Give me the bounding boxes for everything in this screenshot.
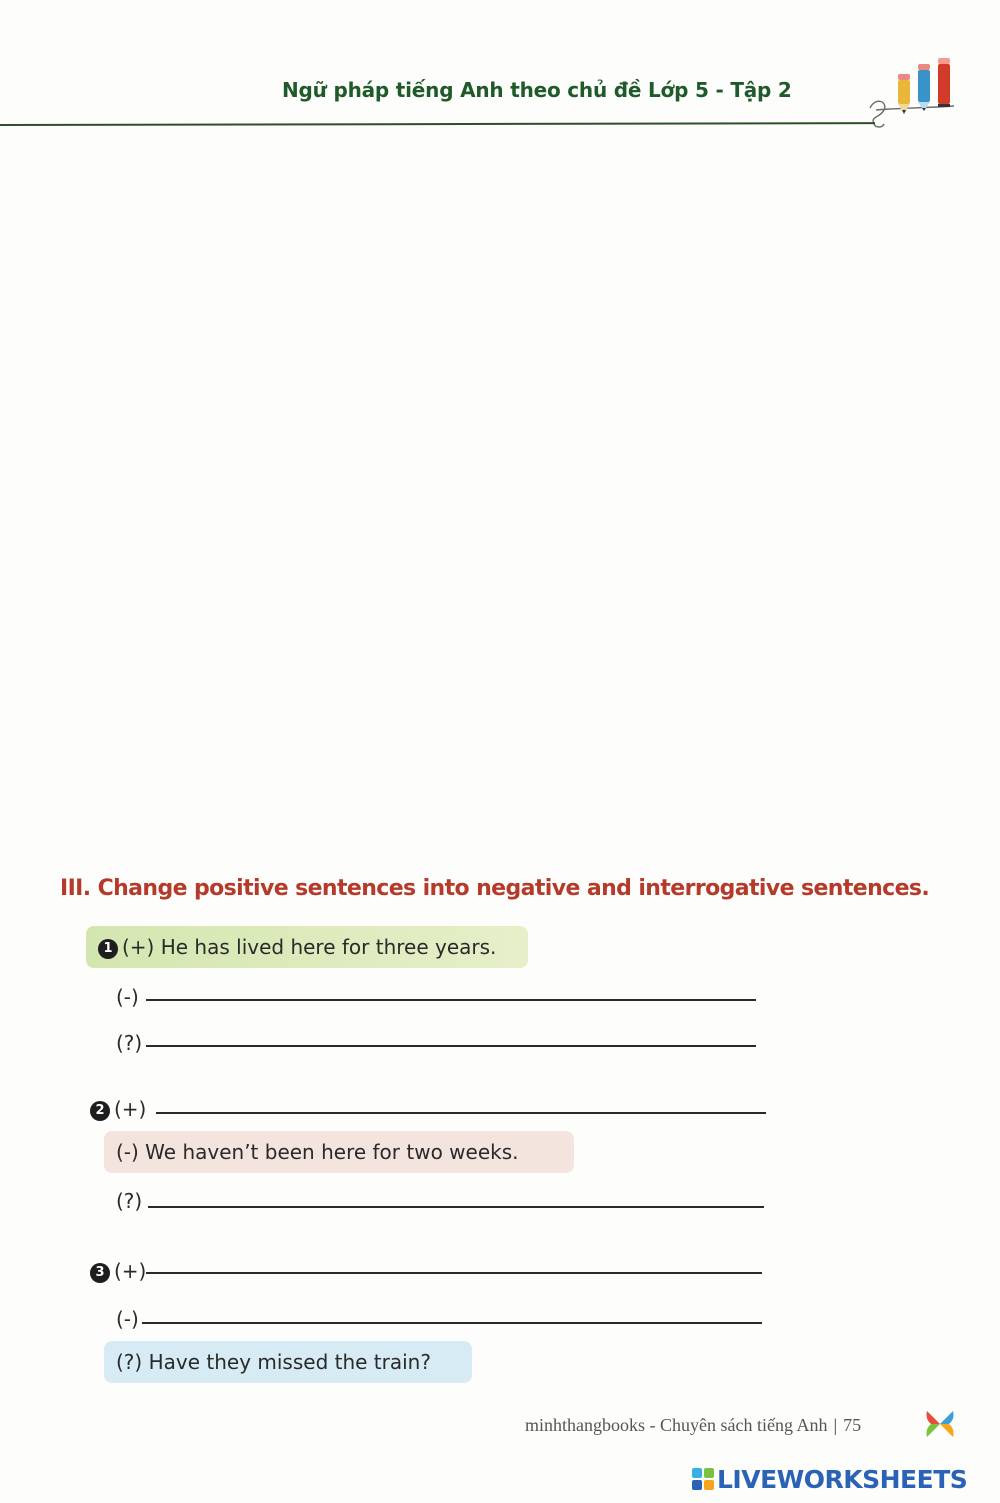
exercise-1-question-answer-line[interactable] (146, 1045, 756, 1047)
exercise-2-positive-row (90, 1097, 146, 1121)
exercise-2-positive-prompt: (+) (114, 1097, 147, 1121)
exercise-3-negative-answer-line[interactable] (142, 1322, 762, 1324)
exercise-3-positive-row (90, 1259, 146, 1283)
exercise-2-positive-answer-line[interactable] (156, 1112, 766, 1114)
exercise-3-positive-prompt: (+) (114, 1259, 147, 1283)
section-heading: III. Change positive sentences into negative and interrogative sentences. (60, 876, 930, 901)
exercise-2-number-badge: 2 (90, 1101, 110, 1121)
footer-publisher-text: minhthangbooks - Chuyên sách tiếng Anh (525, 1415, 828, 1435)
liveworksheets-text: LIVEWORKSHEETS (717, 1464, 968, 1494)
header-divider (0, 122, 875, 126)
footer-separator: | (833, 1415, 838, 1435)
exercise-1-given-sentence (86, 926, 528, 968)
exercise-3-positive-answer-line[interactable] (146, 1272, 762, 1274)
exercise-1-question-prompt: (?) (116, 1031, 143, 1055)
page-number: 75 (843, 1415, 862, 1435)
page-header-title: Ngữ pháp tiếng Anh theo chủ đề Lớp 5 - Tập 2 (282, 78, 792, 102)
exercise-1-given-text: (+) He has lived here for three years. (122, 935, 497, 959)
exercise-1-negative-prompt: (-) (116, 985, 139, 1009)
exercise-3-number-badge: 3 (90, 1263, 110, 1283)
pencils-icon (866, 58, 958, 130)
liveworksheets-watermark (692, 1462, 967, 1496)
exercise-3-given-sentence: (?) Have they missed the train? (104, 1341, 472, 1383)
liveworksheets-logo-icon (692, 1468, 714, 1490)
publisher-logo-icon (925, 1409, 955, 1439)
exercise-2-question-prompt: (?) (116, 1189, 143, 1213)
exercise-1-negative-answer-line[interactable] (146, 999, 756, 1001)
exercise-1-number-badge: 1 (98, 939, 118, 959)
page-footer (525, 1415, 861, 1436)
exercise-2-question-answer-line[interactable] (148, 1206, 764, 1208)
exercise-2-given-sentence: (-) We haven’t been here for two weeks. (104, 1131, 574, 1173)
exercise-3-negative-prompt: (-) (116, 1307, 139, 1331)
